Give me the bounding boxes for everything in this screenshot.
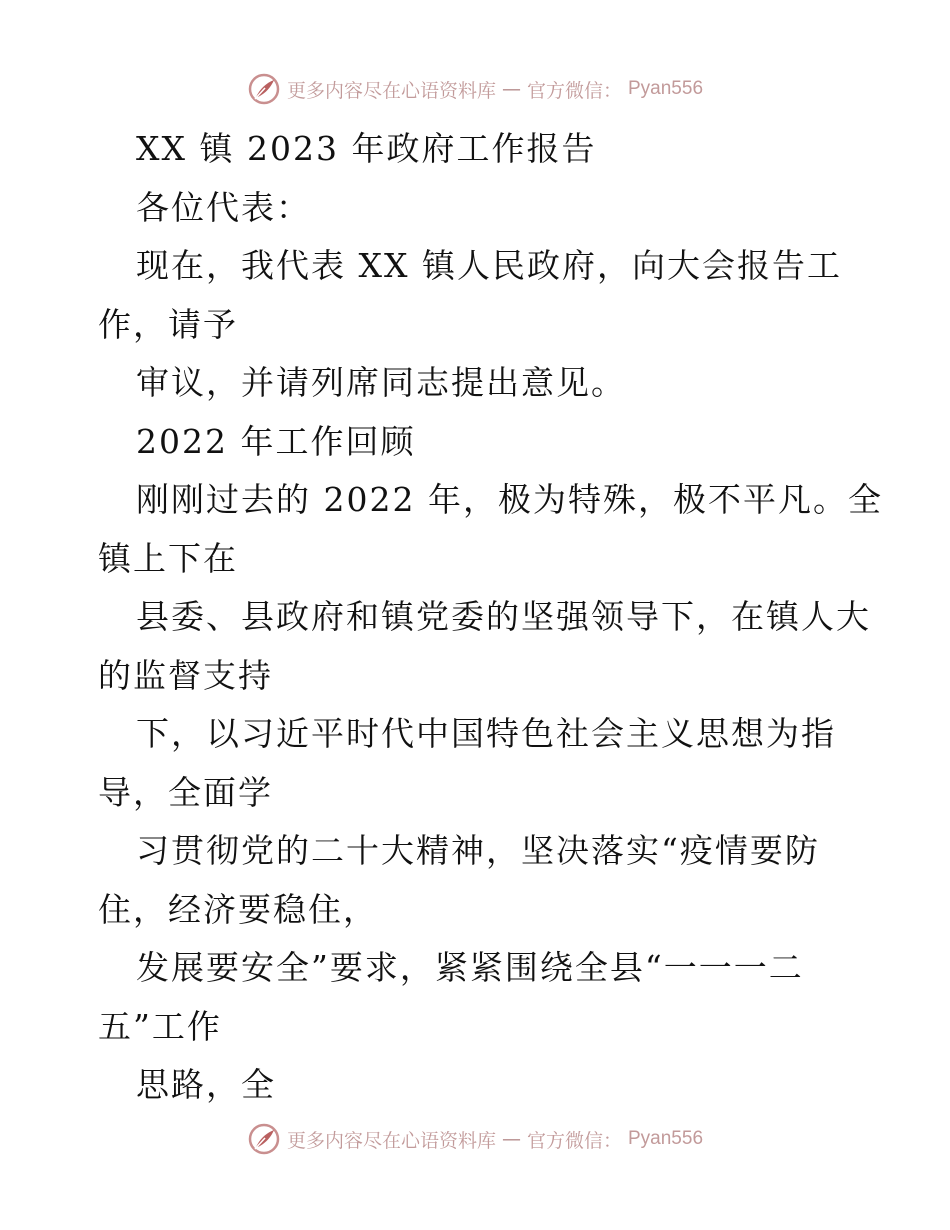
- section-heading: 2022 年工作回顾: [136, 421, 416, 461]
- watermark-separator: —: [501, 1128, 521, 1150]
- watermark-text: 更多内容尽在心语资料库: [286, 1129, 496, 1152]
- paragraph-line: 的监督支持: [98, 655, 273, 695]
- paragraph-line: 审议，并请列席同志提出意见。: [136, 363, 626, 402]
- watermark-account-label: 官方微信：: [526, 1129, 622, 1152]
- watermark-footer: [0, 1122, 950, 1156]
- paragraph-line: 下，以习近平时代中国特色社会主义思想为指: [136, 714, 836, 753]
- paragraph-line: 住，经济要稳住，: [98, 889, 378, 929]
- feather-logo-icon: [247, 72, 281, 106]
- paragraph-line: 五”工作: [98, 1006, 222, 1046]
- paragraph-line: 刚刚过去的 2022 年，极为特殊，极不平凡。全: [136, 480, 883, 519]
- paragraph-line: 导，全面学: [98, 772, 273, 812]
- feather-logo-icon: [247, 1122, 281, 1156]
- watermark-separator: —: [501, 78, 521, 100]
- watermark-header: [0, 72, 950, 106]
- watermark-account: Pyan556: [628, 78, 704, 99]
- paragraph-line: 现在，我代表 XX 镇人民政府，向大会报告工: [136, 246, 842, 285]
- watermark-account: Pyan556: [628, 1128, 704, 1149]
- paragraph-line: 习贯彻党的二十大精神，坚决落实“疫情要防: [136, 831, 820, 870]
- paragraph-line: 思路，全: [136, 1065, 276, 1104]
- document-title: XX 镇 2023 年政府工作报告: [136, 129, 597, 168]
- paragraph-line: 发展要安全”要求，紧紧围绕全县“一一一二: [136, 948, 804, 987]
- salutation: 各位代表：: [136, 187, 311, 227]
- document-body: [98, 120, 883, 1115]
- paragraph-line: 作，请予: [98, 304, 238, 344]
- watermark-account-label: 官方微信：: [526, 79, 622, 102]
- watermark-text: 更多内容尽在心语资料库: [286, 79, 496, 102]
- paragraph-line: 镇上下在: [98, 538, 238, 578]
- paragraph-line: 县委、县政府和镇党委的坚强领导下，在镇人大: [136, 597, 871, 636]
